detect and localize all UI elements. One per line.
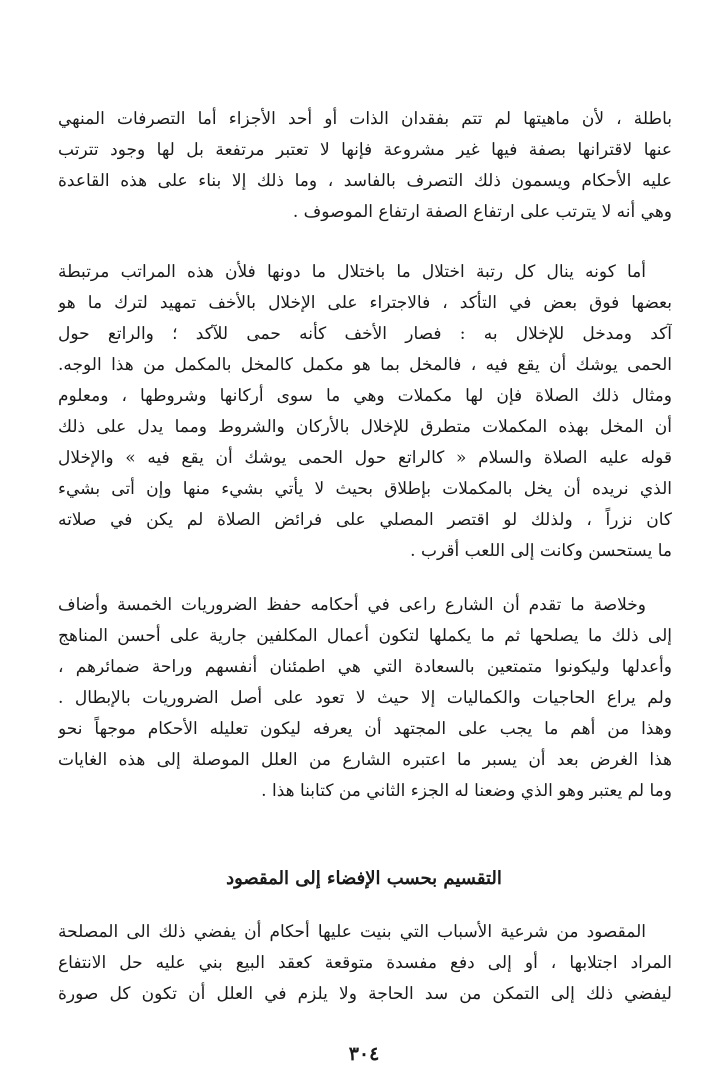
text-line: وأعدلها وليكونوا متمتعين بالسعادة التي هي اطمئنان أنفسهم وراحة ضمائرهم ، bbox=[58, 657, 672, 677]
text-line: المقصود من شرعية الأسباب التي بنيت عليها أحكام أن يفضي ذلك الى المصلحة bbox=[58, 922, 646, 942]
paragraph-1 bbox=[58, 104, 672, 228]
section-heading: التقسيم بحسب الإفضاء إلى المقصود bbox=[226, 868, 502, 889]
text-line: بعضها فوق بعض في التأكد ، فالاجتراء على الإخلال بالأخف تمهيد لترك ما هو bbox=[58, 293, 672, 313]
text-line: عنها لاقترانها بصفة فيها غير مشروعة فإنها لا تعتبر مرتفعة بل لها وجود تترتب bbox=[58, 140, 672, 160]
text-line: وما لم يعتبر وهو الذي وضعنا له الجزء الثاني من كتابنا هذا . bbox=[261, 781, 672, 801]
text-line: باطلة ، لأن ماهيتها لم تتم بفقدان الذات أو أحد الأجزاء أما التصرفات المنهي bbox=[58, 109, 672, 129]
text-line: ولم يراع الحاجيات والكماليات إلا حيث لا تعود على أصل الضروريات بالإبطال . bbox=[58, 688, 672, 708]
text-line: عليه الأحكام ويسمون ذلك التصرف بالفاسد ، وما ذلك إلا بناء على هذه القاعدة bbox=[58, 171, 672, 191]
paragraph-3 bbox=[58, 590, 672, 807]
text-line: قوله عليه الصلاة والسلام « كالراتع حول الحمى يوشك أن يقع فيه » والإخلال bbox=[58, 448, 672, 468]
text-line: أما كونه ينال كل رتبة اختلال ما باختلال ما دونها فلأن هذه المراتب مرتبطة bbox=[58, 262, 646, 282]
text-line: وهي أنه لا يترتب على ارتفاع الصفة ارتفاع الموصوف . bbox=[292, 202, 672, 222]
text-line: ما يستحسن وكانت إلى اللعب أقرب . bbox=[410, 541, 672, 561]
text-line: المراد اجتلابها ، أو إلى دفع مفسدة متوقعة كعقد البيع بني عليه حل الانتفاع bbox=[58, 953, 672, 973]
text-line: كان نزراً ، ولذلك لو اقتصر المصلي على فرائض الصلاة لم يكن في صلاته bbox=[58, 510, 672, 530]
paragraph-2 bbox=[58, 257, 672, 567]
page-number: ٣٠٤ bbox=[348, 1043, 380, 1065]
text-line: آكد ومدخل للإخلال به : فصار الأخف كأنه حمى للآكد ؛ والراتع حول bbox=[58, 324, 672, 344]
text-line: ليفضي ذلك إلى التمكن من سد الحاجة ولا يلزم في العلل أن تكون كل صورة bbox=[58, 984, 672, 1004]
text-line: وهذا من أهم ما يجب على المجتهد أن يعرفه ليكون تعليله الأحكام موجهاً نحو bbox=[58, 719, 672, 739]
text-line: الحمى يوشك أن يقع فيه ، فالمخل بما هو مكمل كالمخل بالمكمل من هذا الوجه. bbox=[58, 355, 672, 375]
text-line: وخلاصة ما تقدم أن الشارع راعى في أحكامه حفظ الضروريات الخمسة وأضاف bbox=[58, 595, 647, 615]
text-line: هذا الغرض بعد أن يسبر ما اعتبره الشارع من العلل الموصلة إلى هذه الغايات bbox=[58, 750, 672, 770]
text-line: إلى ذلك ما يصلحها ثم ما يكملها لتكون أعمال المكلفين جارية على أحسن المناهج bbox=[58, 626, 672, 646]
text-line: الذي نريده أن يخل بالمكملات بإطلاق بحيث لا يأتي بشيء منها وإن أتى بشيء bbox=[58, 479, 672, 499]
text-line: ومثال ذلك الصلاة فإن لها مكملات وهي ما سوى أركانها وشروطها ، ومعلوم bbox=[58, 386, 672, 406]
paragraph-4 bbox=[58, 917, 672, 1010]
text-line: أن المخل بهذه المكملات متطرق للإخلال بالأركان والشروط ومما يدل على ذلك bbox=[58, 417, 672, 437]
